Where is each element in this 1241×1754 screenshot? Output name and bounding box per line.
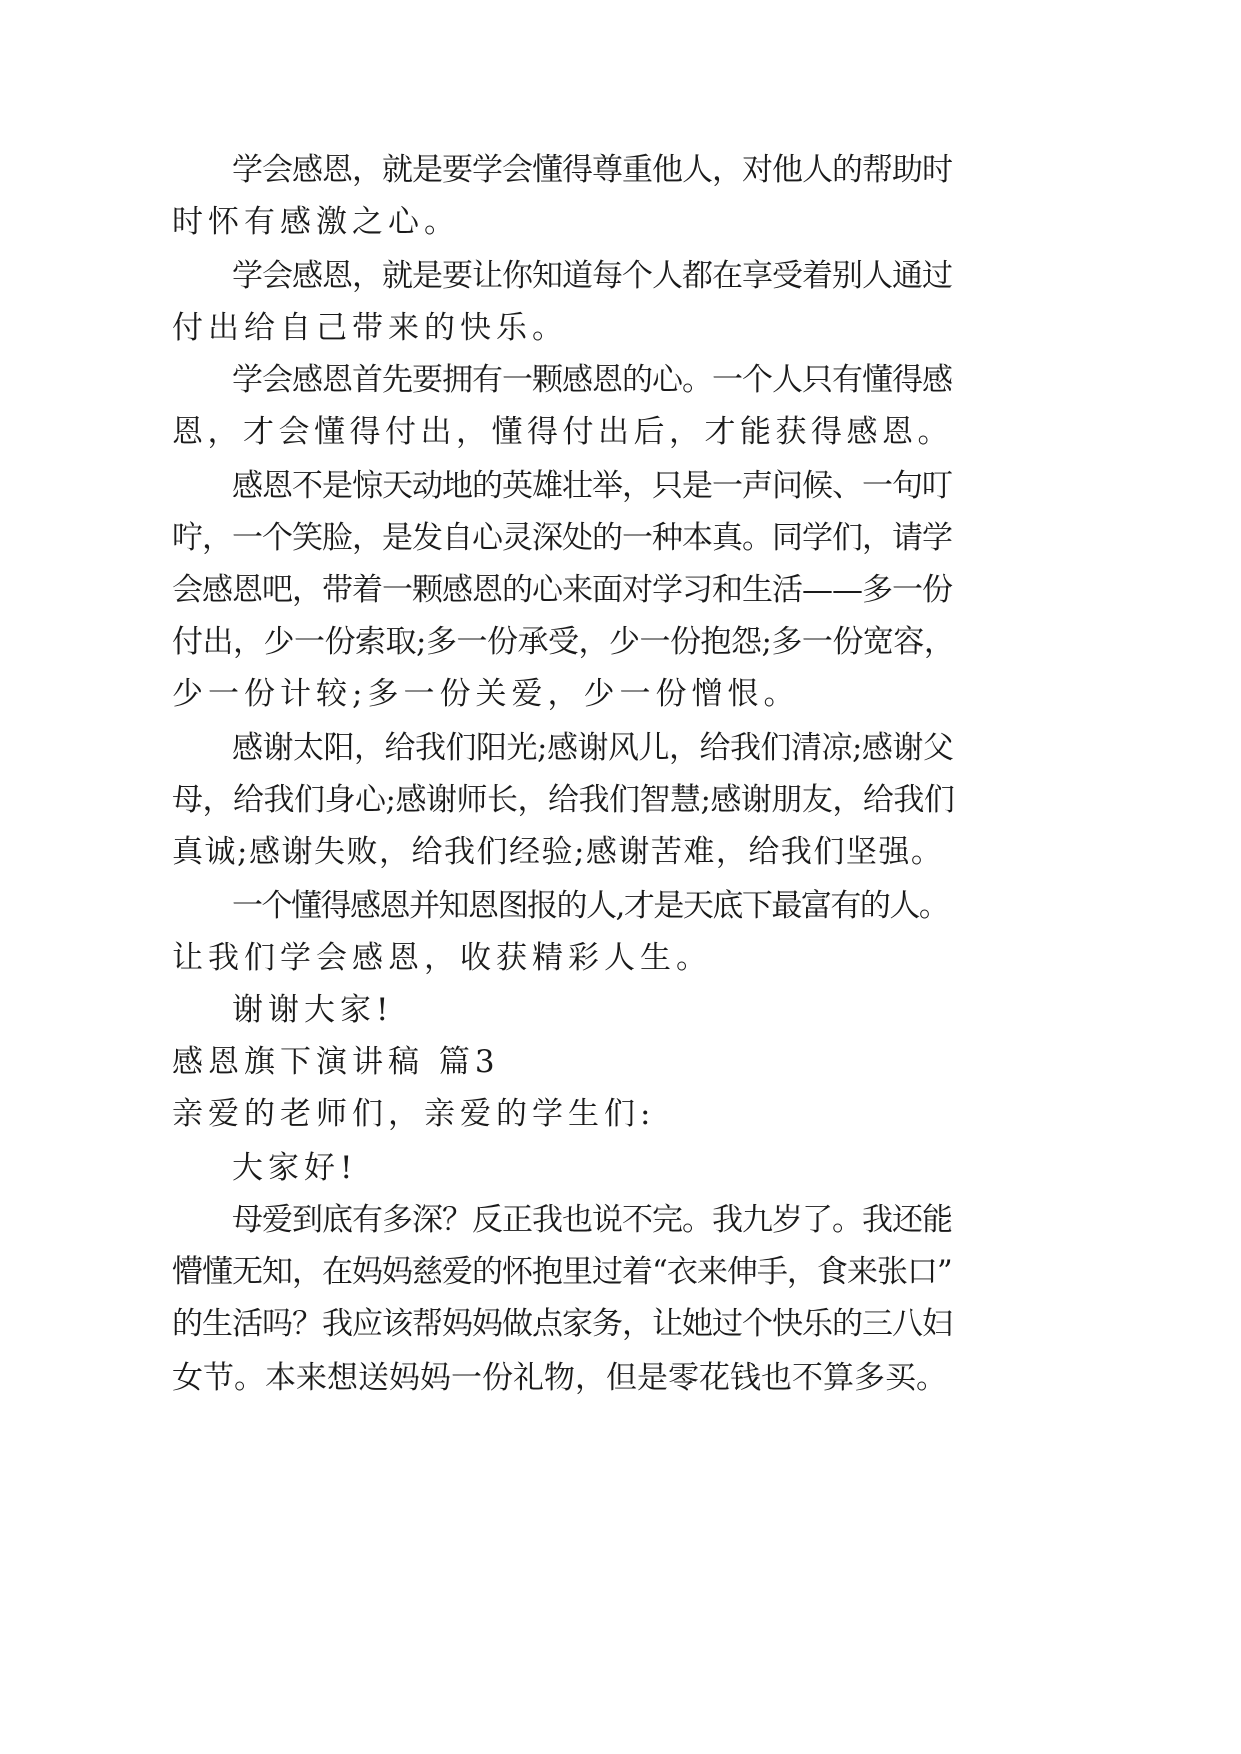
text-line: 恩，才会懂得付出，懂得付出后，才能获得感恩。 <box>172 414 953 450</box>
text-line: 感恩不是惊天动地的英雄壮举，只是一声问候、一句叮 <box>232 468 952 504</box>
text-line: 谢谢大家! <box>232 992 394 1028</box>
text-line: 学会感恩，就是要学会懂得尊重他人，对他人的帮助时 <box>232 152 952 188</box>
text-line: 一个懂得感恩并知恩图报的人,才是天底下最富有的人。 <box>232 888 949 924</box>
text-line: 感谢太阳，给我们阳光;感谢风儿，给我们清凉;感谢父 <box>232 730 954 766</box>
text-line: 的生活吗？我应该帮妈妈做点家务，让她过个快乐的三八妇 <box>172 1306 952 1342</box>
text-line: 女节。本来想送妈妈一份礼物，但是零花钱也不算多买。 <box>172 1360 947 1396</box>
text-line: 母，给我们身心;感谢师长，给我们智慧;感谢朋友，给我们 <box>172 782 955 818</box>
text-line: 少一份计较;多一份关爱，少一份憎恨。 <box>172 676 800 712</box>
text-line: 真诚;感谢失败，给我们经验;感谢苦难，给我们坚强。 <box>172 834 944 870</box>
text-line: 学会感恩首先要拥有一颗感恩的心。一个人只有懂得感 <box>232 362 952 398</box>
text-line: 付出给自己带来的快乐。 <box>172 310 568 346</box>
text-line: 时怀有感激之心。 <box>172 204 460 240</box>
salutation: 亲爱的老师们，亲爱的学生们: <box>172 1096 656 1132</box>
text-line: 母爱到底有多深？反正我也说不完。我九岁了。我还能 <box>232 1202 952 1238</box>
text-line: 让我们学会感恩，收获精彩人生。 <box>172 940 712 976</box>
text-line: 会感恩吧，带着一颗感恩的心来面对学习和生活——多一份 <box>172 572 952 608</box>
text-line: 付出，少一份索取;多一份承受，少一份抱怨;多一份宽容， <box>172 624 955 660</box>
greeting: 大家好! <box>232 1150 358 1186</box>
text-line: 懵懂无知，在妈妈慈爱的怀抱里过着“衣来伸手，食来张口” <box>172 1254 952 1290</box>
text-line: 咛，一个笑脸，是发自心灵深处的一种本真。同学们，请学 <box>172 520 952 556</box>
text-line: 学会感恩，就是要让你知道每个人都在享受着别人通过 <box>232 258 952 294</box>
section-heading: 感恩旗下演讲稿 篇3 <box>172 1044 500 1080</box>
